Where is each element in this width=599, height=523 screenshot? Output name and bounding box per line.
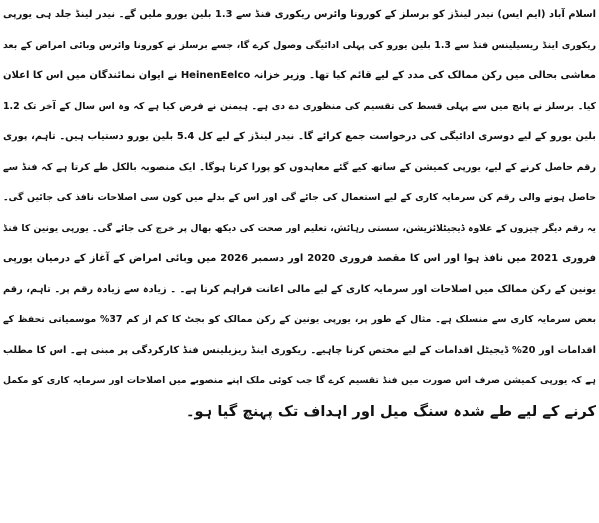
- article-line: کرنے کے لیے طے شدہ سنگ میل اور اہداف تک پہنچ گیا ہو۔: [185, 402, 596, 420]
- article-line: ہے کہ یورپی کمیشن صرف اس صورت میں فنڈ تقسیم کرے گا جب کوئی ملک اپنے منصوبے میں اصلاحات اور سرمایہ کاری کو مکمل: [3, 375, 596, 386]
- article-line: اسلام آباد (ایم ایس) نیدر لینڈز کو برسلز کے کورونا وائرس ریکوری فنڈ سے 1.3 بلین یورو ملیں گے۔ نیدر لینڈ جلد ہی یورپی: [3, 9, 596, 20]
- article-line: یہ رقم دیگر چیزوں کے علاوہ ڈیجیٹلائزیشن، سستی رہائش، تعلیم اور صحت کی دیکھ بھال پر خرچ کی جائے گی۔ یورپی یونین کا فنڈ: [3, 222, 596, 234]
- article-line: اقدامات اور 20% ڈیجیٹل اقدامات کے لیے مختص کرنا چاہیے۔ ریکوری اینڈ ریزیلینس فنڈ کارکردگی پر مبنی ہے۔ اس کا مطلب: [3, 344, 596, 356]
- article-line: بلین یورو کے لیے دوسری ادائیگی کی درخواست جمع کرائے گا۔ نیدر لینڈز کے لیے کل 5.4 بلین یورو دستیاب ہیں۔ تاہم، پوری: [3, 131, 596, 142]
- article-line: رقم حاصل کرنے کے لیے، یورپی کمیشن کے ساتھ کیے گئے معاہدوں کو پورا کرنا ہوگا۔ ایک منصوبہ بالکل طے کرتا ہے کہ فنڈ سے: [3, 161, 596, 173]
- article-line: حاصل ہونے والی رقم کن سرمایہ کاری کے لیے استعمال کی جائے گی اور اس کے بدلے میں کون سی اصلاحات نافذ کی جائیں گی۔: [3, 192, 596, 203]
- article-line: فروری 2021 میں نافذ ہوا اور اس کا مقصد فروری 2020 اور دسمبر 2026 میں وبائی امراض کے آغاز کے درمیان یورپی: [3, 253, 596, 264]
- article-line: معاشی بحالی میں رکن ممالک کی مدد کے لیے قائم کیا تھا۔ وزیر خزانہ HeinenEelco نے ایوان نمائندگان میں اس کا اعلان: [3, 70, 596, 81]
- article-line: کیا۔ برسلز نے پانچ میں سے پہلی قسط کی تقسیم کی منظوری دے دی ہے۔ ہیمنن نے فرض کیا ہے کہ وہ اس سال کے آخر تک 1.2: [3, 100, 596, 112]
- article-line: بعض سرمایہ کاری سے منسلک ہے۔ مثال کے طور پر، یورپی یونین کے رکن ممالک کو بجٹ کا کم از کم 37% موسمیاتی تحفظ کے: [3, 314, 596, 325]
- article-line: ریکوری اینڈ ریسیلینس فنڈ سے 1.3 بلین یورو کی پہلی ادائیگی وصول کرے گا، جسے برسلز نے کورونا وائرس وبائی امراض کے بعد: [3, 39, 596, 51]
- article-line: یونین کے رکن ممالک میں اصلاحات اور سرمایہ کاری کے لیے مالی اعانت فراہم کرنا ہے۔ ۔ زیادہ سے زیادہ رقم پر۔ تاہم، رقم: [3, 283, 596, 295]
